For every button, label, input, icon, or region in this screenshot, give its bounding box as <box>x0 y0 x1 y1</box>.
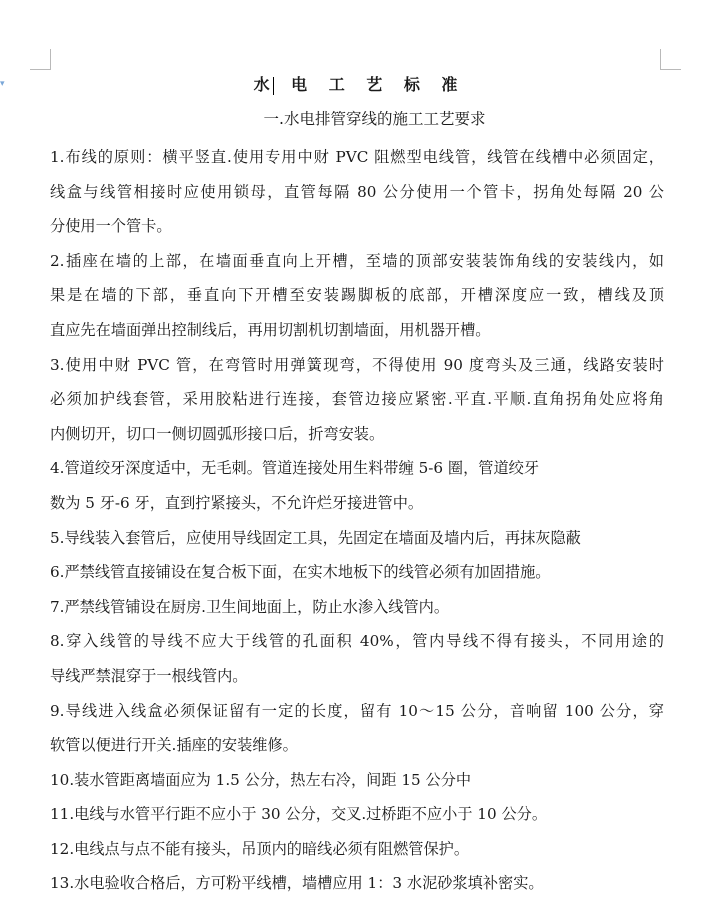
text-line[interactable]: 6.严禁线管直接铺设在复合板下面，在实木地板下的线管必须有加固措施。 <box>50 563 551 582</box>
text-line[interactable]: 线盒与线管相接时应使用锁母，直管每隔 80 公分使用一个管卡，拐角处每隔 20 公 <box>50 182 664 201</box>
text-line[interactable]: 软管以便进行开关.插座的安装维修。 <box>50 736 298 755</box>
text-line[interactable]: 必须加护线套管，采用胶粘进行连接，套管边接应紧密.平直.平顺.直角拐角处应将角 <box>50 390 664 409</box>
text-line[interactable]: 4.管道绞牙深度适中，无毛刺。管道连接处用生料带缠 5-6 圈，管道绞牙 <box>50 459 540 478</box>
page-corner-mark-top-left <box>30 49 51 70</box>
text-line[interactable]: 导线严禁混穿于一根线管内。 <box>50 666 248 685</box>
text-line[interactable]: 果是在墙的下部，垂直向下开槽至安装踢脚板的底部，开槽深度应一致，槽线及顶 <box>50 286 664 305</box>
text-line[interactable]: 8.穿入线管的导线不应大于线管的孔面积 40%，管内导线不得有接头，不同用途的 <box>50 632 664 651</box>
text-line[interactable]: 11.电线与水管平行距不应小于 30 公分，交叉.过桥距不应小于 10 公分。 <box>50 805 548 824</box>
text-line[interactable]: 9.导线进入线盒必须保证留有一定的长度，留有 10～15 公分，音响留 100 公分，穿 <box>50 701 664 720</box>
text-line[interactable]: 3.使用中财 PVC 管，在弯管时用弹簧现弯，不得使用 90 度弯头及三通，线路安装时 <box>50 355 664 374</box>
text-line[interactable]: 分使用一个管卡。 <box>50 217 172 236</box>
text-line[interactable]: 1.布线的原则：横平竖直.使用专用中财 PVC 阻燃型电线管，线管在线槽中必须固定， <box>50 148 664 166</box>
text-line[interactable]: 5.导线装入套管后，应使用导线固定工具，先固定在墙面及墙内后，再抹灰隐蔽 <box>50 528 581 547</box>
section-heading[interactable]: 一.水电排管穿线的施工工艺要求 <box>263 110 486 128</box>
outline-marker-icon: ▾ <box>0 79 5 89</box>
document-title[interactable]: 水 电 工 艺 标 准 <box>253 75 466 94</box>
page-corner-mark-top-right <box>660 49 681 70</box>
text-line[interactable]: 10.装水管距离墙面应为 1.5 公分，热左右冷，间距 15 公分中 <box>50 770 472 789</box>
text-line[interactable]: 直应先在墙面弹出控制线后，再用切割机切割墙面，用机器开槽。 <box>50 320 491 339</box>
text-line[interactable]: 数为 5 牙-6 牙，直到拧紧接头，不允许烂牙接进管中。 <box>50 493 424 512</box>
text-line[interactable]: 12.电线点与点不能有接头，吊顶内的暗线必须有阻燃管保护。 <box>50 839 470 858</box>
text-line[interactable]: 2.插座在墙的上部，在墙面垂直向上开槽，至墙的顶部安装装饰角线的安装线内，如 <box>50 251 664 270</box>
text-line[interactable]: 13.水电验收合格后，方可粉平线槽，墙槽应用 1：3 水泥砂浆填补密实。 <box>50 874 544 893</box>
text-line[interactable]: 内侧切开，切口一侧切圆弧形接口后，折弯安装。 <box>50 424 385 443</box>
text-line[interactable]: 7.严禁线管铺设在厨房.卫生间地面上，防止水渗入线管内。 <box>50 597 450 616</box>
document-body[interactable] <box>50 144 664 905</box>
